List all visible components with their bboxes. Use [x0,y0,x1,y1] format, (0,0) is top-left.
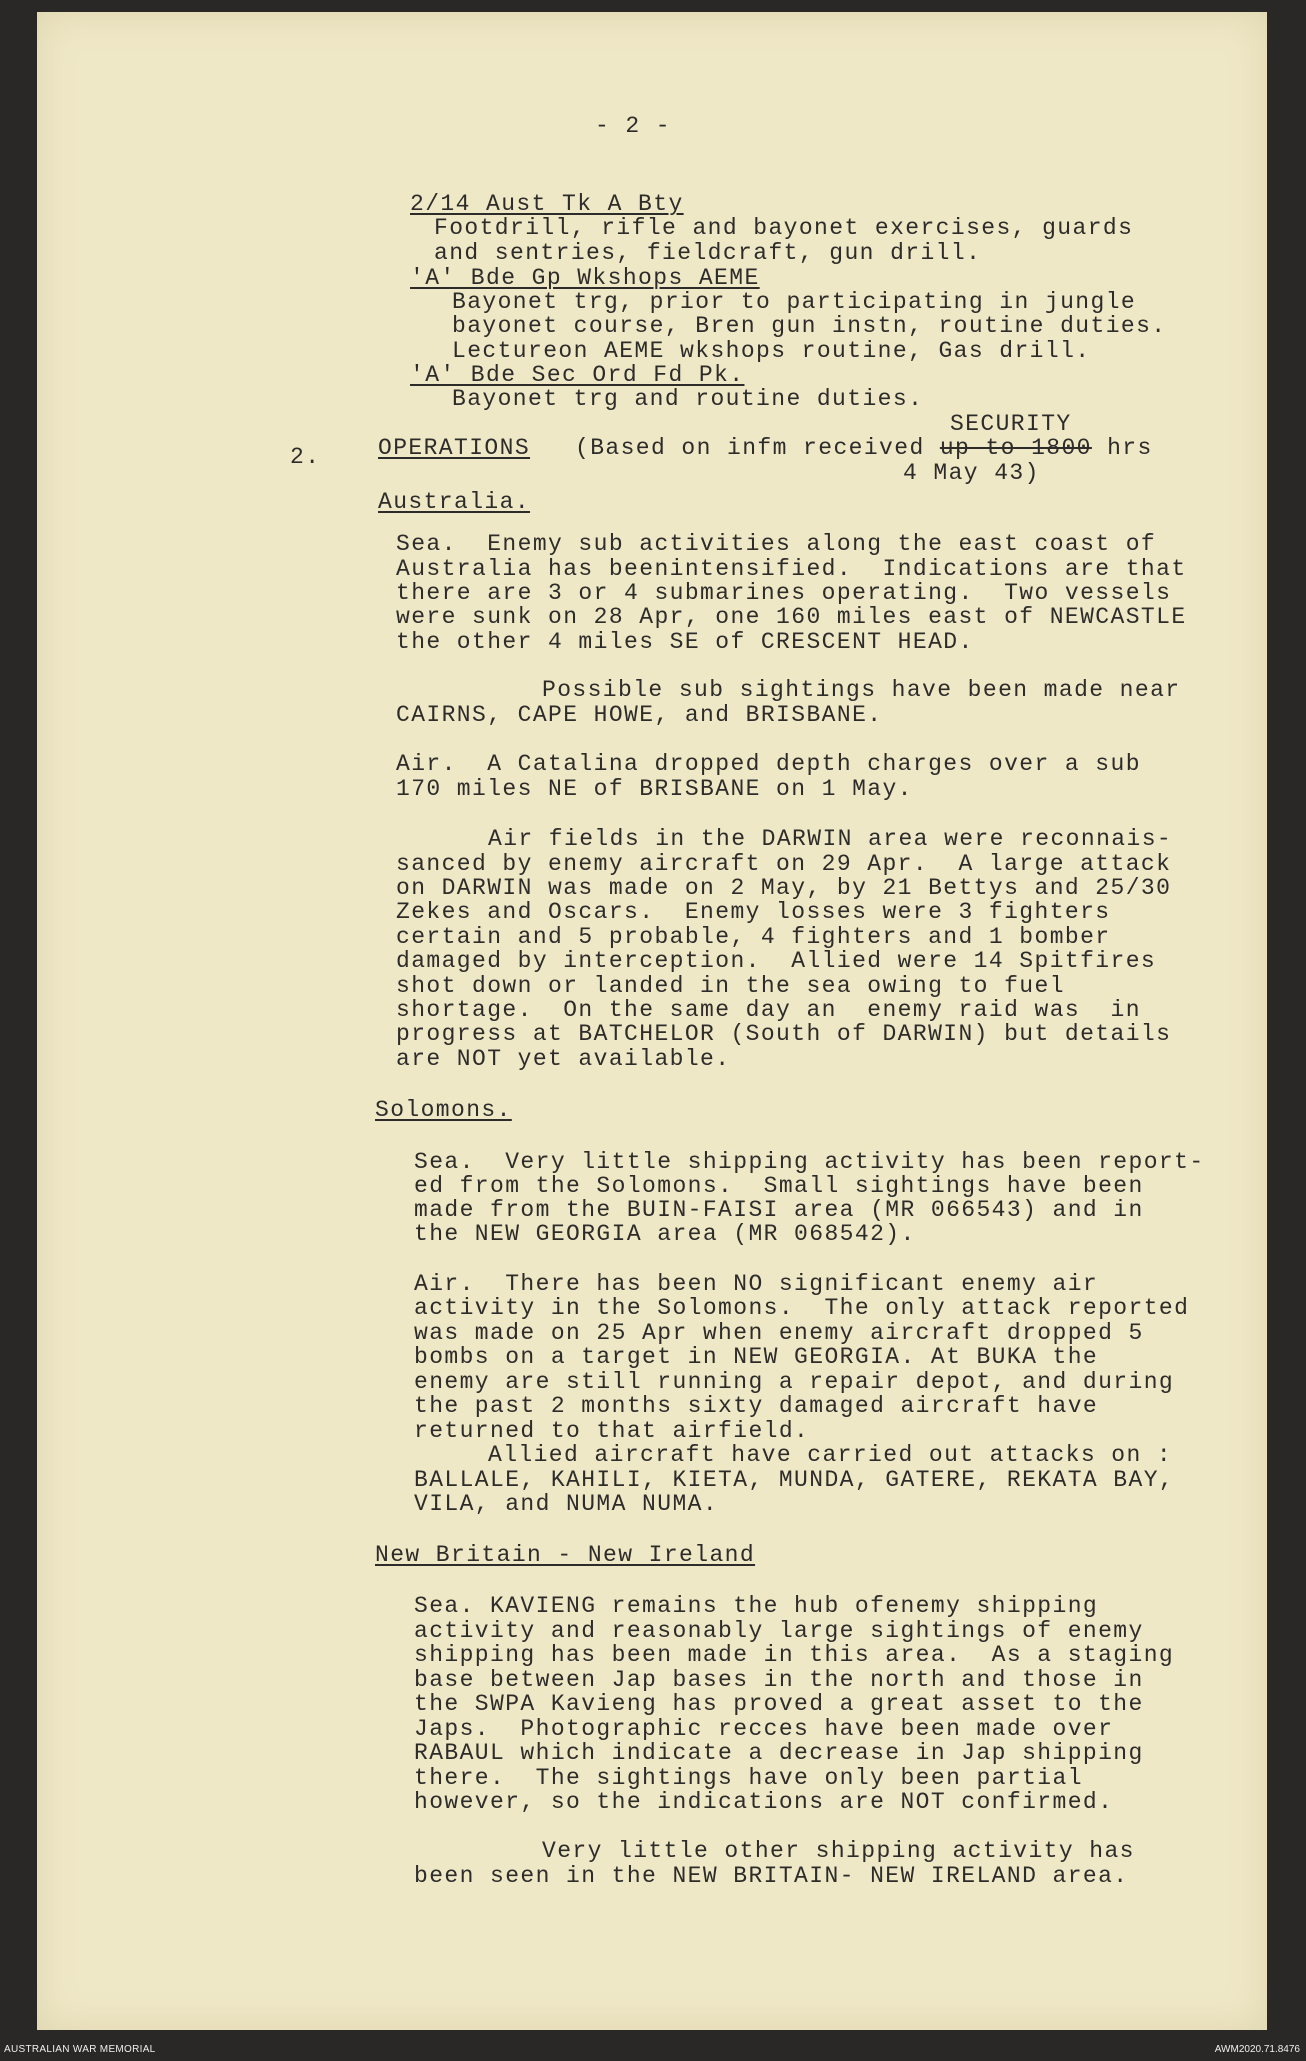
para-line: Zekes and Oscars. Enemy losses were 3 fighters [396,899,1111,925]
archive-footer [0,2040,1306,2061]
para-line: damaged by interception. Allied were 14 Spitfires [396,948,1157,974]
basis-date: 4 May 43) [903,460,1040,486]
para-line: returned to that airfield. [414,1418,810,1444]
unit-line: Bayonet trg and routine duties. [452,386,924,412]
para-line: VILA, and NUMA NUMA. [414,1491,719,1517]
para-line: progress at BATCHELOR (South of DARWIN) but details [396,1021,1172,1047]
section-heading: OPERATIONS [378,435,531,461]
section-number: 2. [290,444,321,470]
para-line: ed from the Solomons. Small sightings have been [414,1173,1144,1199]
basis-hrs: hrs [1107,435,1153,461]
para-line: were sunk on 28 Apr, one 160 miles east of NEWCASTLE [396,604,1187,630]
para-line: been seen in the NEW BRITAIN- NEW IRELAND area. [414,1863,1129,1889]
footer-reference: AWM2020.71.8476 [1214,2044,1300,2055]
para-line: Air. There has been NO significant enemy air [414,1271,1099,1297]
para-line: the SWPA Kavieng has proved a great asset to the [414,1691,1144,1717]
para-line: the past 2 months sixty damaged aircraft have [414,1393,1099,1419]
para-line: certain and 5 probable, 4 fighters and 1 bomber [396,924,1111,950]
para-line: Sea. Enemy sub activities along the east coast of [396,531,1157,557]
para-line: activity and reasonably large sightings of enemy [414,1618,1144,1644]
para-line: there are 3 or 4 submarines operating. Two vessels [396,580,1172,606]
subsection-heading: Australia. [378,489,531,515]
unit-line: Bayonet trg, prior to participating in jungle [452,289,1137,315]
para-line: BALLALE, KAHILI, KIETA, MUNDA, GATERE, REKATA BAY, [414,1467,1175,1493]
para-line: Allied aircraft have carried out attacks on : [488,1442,1173,1468]
para-line: there. The sightings have only been partial [414,1765,1083,1791]
subsection-heading: New Britain - New Ireland [375,1542,756,1568]
para-line: activity in the Solomons. The only attack reported [414,1295,1190,1321]
para-line: shortage. On the same day an enemy raid was in [396,997,1141,1023]
para-line: enemy are still running a repair depot, and during [414,1369,1175,1395]
para-line: was made on 25 Apr when enemy aircraft dropped 5 [414,1320,1144,1346]
footer-institution: AUSTRALIAN WAR MEMORIAL [4,2044,156,2055]
para-line: CAIRNS, CAPE HOWE, and BRISBANE. [396,702,883,728]
para-line: on DARWIN was made on 2 May, by 21 Bettys and 25/30 [396,875,1172,901]
para-line: Japs. Photographic recces have been made over [414,1716,1114,1742]
para-line: Air. A Catalina dropped depth charges over a sub [396,751,1141,777]
page-number: - 2 - [595,113,672,139]
para-line: are NOT yet available. [396,1046,731,1072]
para-line: bombs on a target in NEW GEORGIA. At BUKA the [414,1344,1099,1370]
subsection-heading: Solomons. [375,1097,512,1123]
para-line: the other 4 miles SE of CRESCENT HEAD. [396,629,974,655]
unit-line: Footdrill, rifle and bayonet exercises, guards [434,215,1134,241]
unit-heading: 'A' Bde Gp Wkshops AEME [410,265,760,291]
para-line: Australia has beenintensified. Indications are that [396,556,1187,582]
para-line: shot down or landed in the sea owing to fuel [396,973,1065,999]
para-line: Sea. KAVIENG remains the hub ofenemy shipping [414,1593,1099,1619]
unit-line: bayonet course, Bren gun instn, routine duties. [452,313,1167,339]
para-line: Very little other shipping activity has [542,1838,1135,1864]
para-line: Air fields in the DARWIN area were reconnais- [488,826,1173,852]
para-line: the NEW GEORGIA area (MR 068542). [414,1221,916,1247]
unit-heading: 'A' Bde Sec Ord Fd Pk. [410,362,745,388]
para-line: sanced by enemy aircraft on 29 Apr. A large attack [396,851,1172,877]
para-line: RABAUL which indicate a decrease in Jap shipping [414,1740,1144,1766]
para-line: Sea. Very little shipping activity has been report- [414,1149,1205,1175]
para-line: 170 miles NE of BRISBANE on 1 May. [396,776,913,802]
para-line: base between Jap bases in the north and those in [414,1667,1144,1693]
unit-heading: 2/14 Aust Tk A Bty [410,191,684,217]
security-stamp: SECURITY [950,411,1072,437]
basis-struck-text: up to 1800 [939,435,1092,461]
unit-line: Lectureon AEME wkshops routine, Gas drill. [452,338,1091,364]
para-line: shipping has been made in this area. As a staging [414,1642,1175,1668]
para-line: made from the BUIN-FAISI area (MR 066543) and in [414,1197,1144,1223]
operations-basis [575,436,1153,460]
basis-text: (Based on infm received [575,435,925,461]
para-line: however, so the indications are NOT confirmed. [414,1789,1114,1815]
unit-line: and sentries, fieldcraft, gun drill. [434,240,982,266]
para-line: Possible sub sightings have been made near [542,677,1181,703]
